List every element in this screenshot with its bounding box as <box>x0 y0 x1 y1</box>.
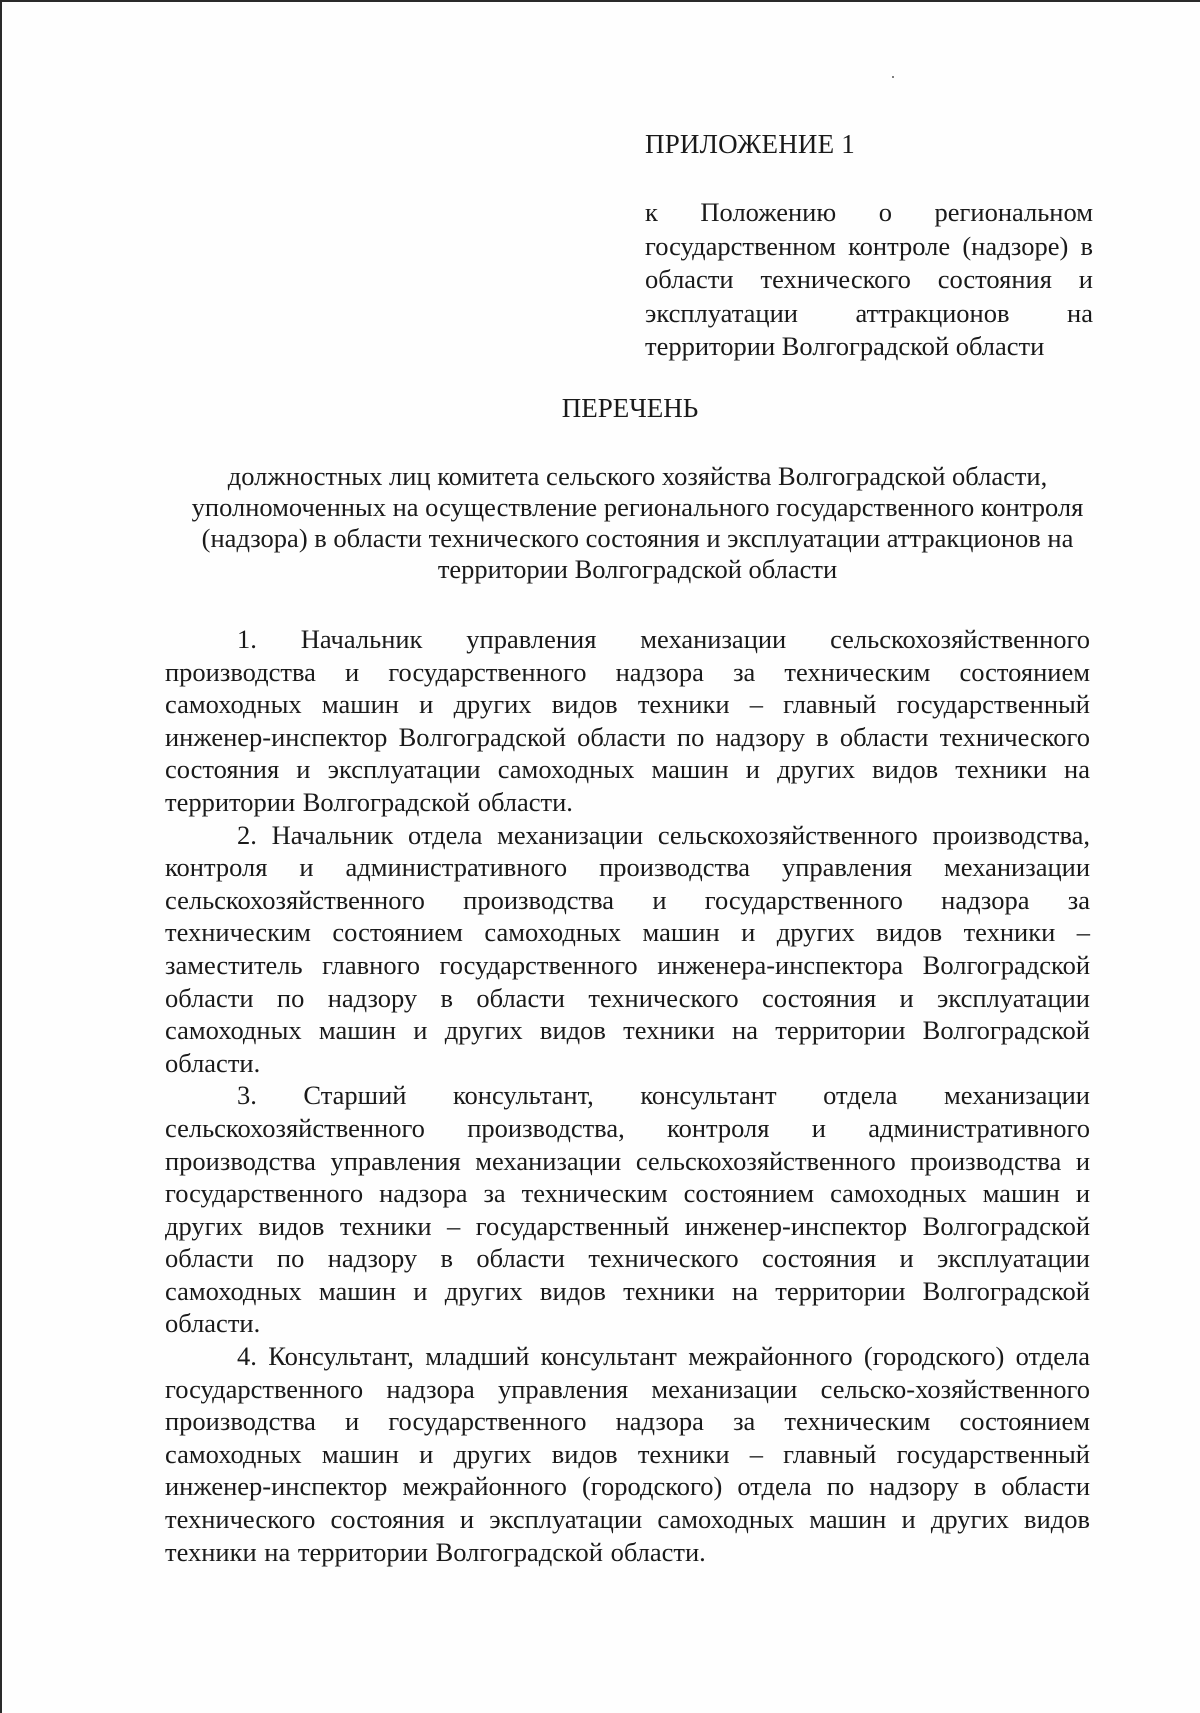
officials-list <box>165 623 1090 1568</box>
scan-speck <box>892 76 894 78</box>
list-item-2: 2. Начальник отдела механизации сельскохозяйственного производства, контроля и административного производства управления механизации сельскохозяйственного производства и государственного надзора за техническим состоянием самоходных машин и других видов техники – заместитель главного государственного инженера-инспектора Волгоградской области по надзору в области технического состояния и эксплуатации самоходных машин и других видов техники на территории Волгоградской области. <box>165 819 1090 1078</box>
list-item-4: 4. Консультант, младший консультант межрайонного (городского) отдела государственного надзора управления механизации сельско-хозяйственного производства и государственного надзора за техническим состоянием самоходных машин и других видов техники – главный государственный инженер-инспектор межрайонного (городского) отдела по надзору в области технического состояния и эксплуатации самоходных машин и других видов техники на территории Волгоградской области. <box>165 1341 1090 1567</box>
annex-block <box>645 128 1093 364</box>
scan-border-left <box>0 0 2 1713</box>
scan-border-top <box>0 0 1200 2</box>
annex-reference: к Положению о региональном государственном контроле (надзоре) в области технического состояния и эксплуатации аттракционов на территории Волгоградской области <box>645 197 1093 361</box>
document-heading: ПЕРЕЧЕНЬ <box>561 393 699 423</box>
list-item-1: 1. Начальник управления механизации сельскохозяйственного производства и государственного надзора за техническим состоянием самоходных машин и других видов техники – главный государственный инженер-инспектор Волгоградской области по надзору в области технического состояния и эксплуатации самоходных машин и других видов техники на территории Волгоградской области. <box>165 624 1090 817</box>
list-item-3: 3. Старший консультант, консультант отдела механизации сельскохозяйственного производства, контроля и административного производства управления механизации сельскохозяйственного производства и государственного надзора за техническим состоянием самоходных машин и других видов техники – государственный инженер-инспектор Волгоградской области по надзору в области технического состояния и эксплуатации самоходных машин и других видов техники на территории Волгоградской области. <box>165 1080 1090 1339</box>
document-subtitle: должностных лиц комитета сельского хозяйства Волгоградской области, уполномоченных на осуществление регионального государственного контроля (надзора) в области технического состояния и эксплуатации аттракционов на территории Волгоградской области <box>191 461 1084 584</box>
annex-title: ПРИЛОЖЕНИЕ 1 <box>645 129 855 159</box>
